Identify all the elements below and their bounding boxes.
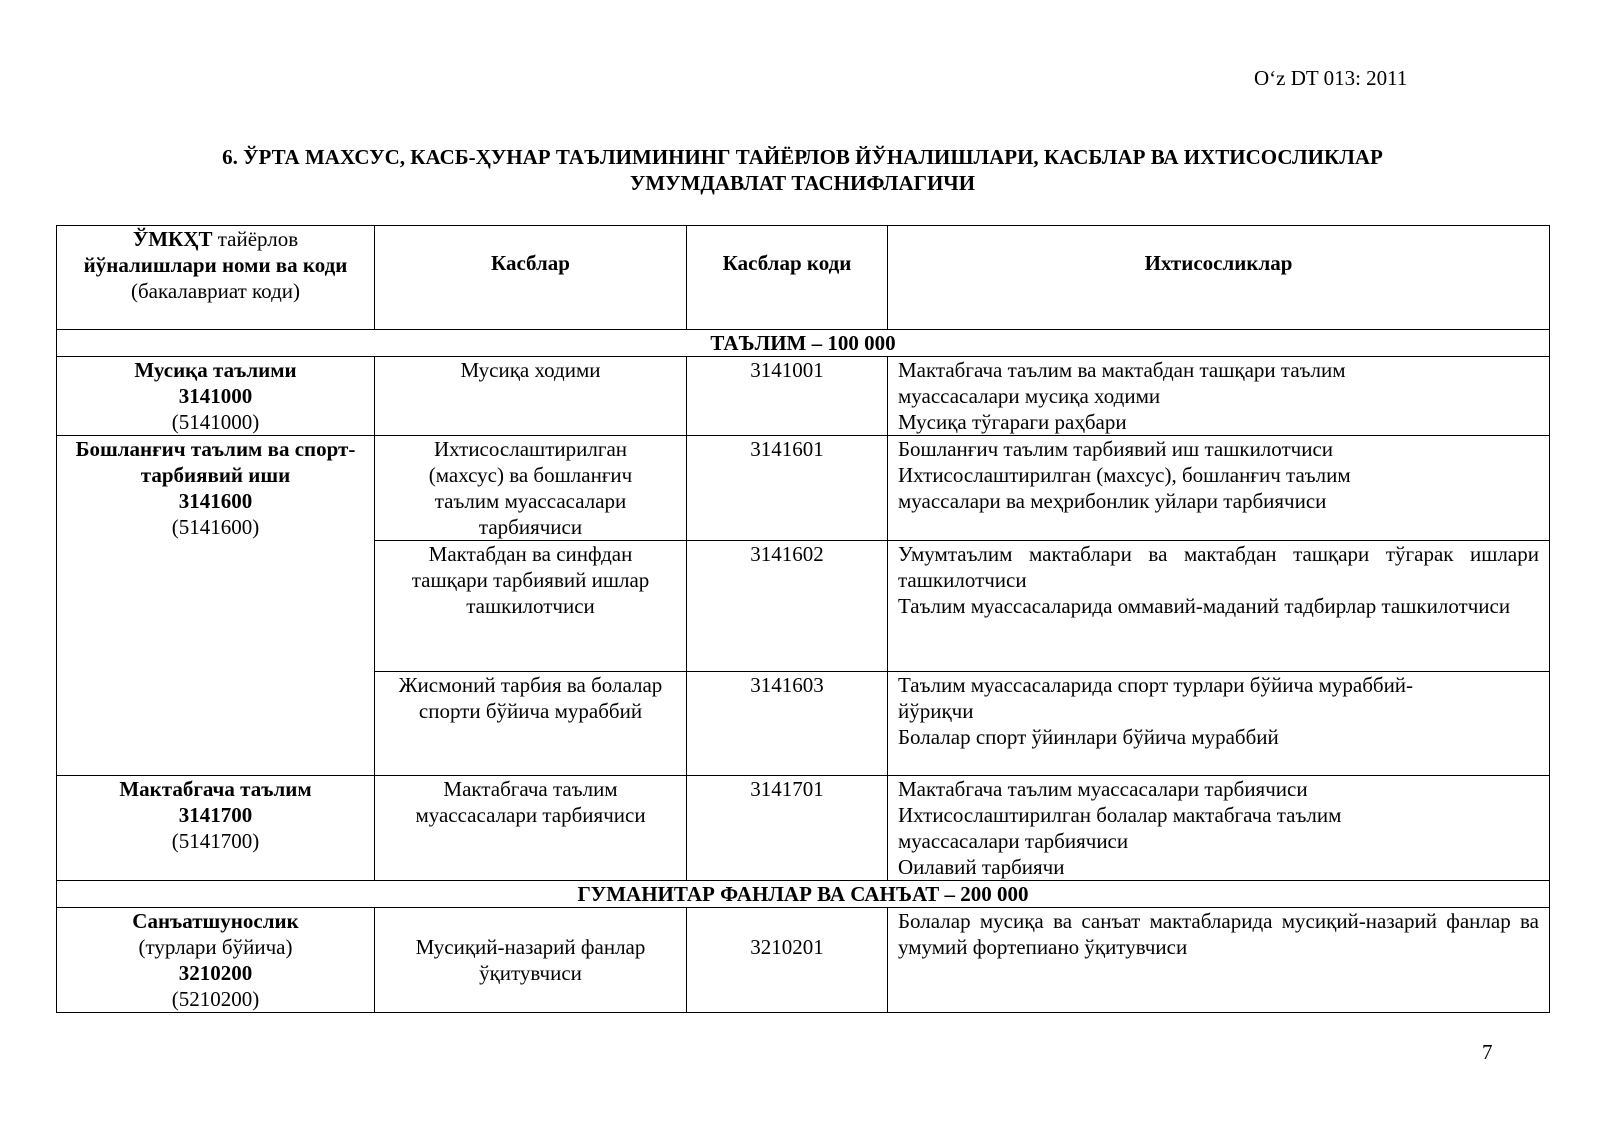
- table-row: [57, 357, 1550, 436]
- profession-code-cell: 3141001: [687, 357, 888, 436]
- profession-code-cell: 3210201: [687, 908, 888, 1013]
- profession-code-cell: 3141603: [687, 672, 888, 776]
- specialties-cell: Бошланғич таълим тарбиявий иш ташкилотчиси Ихтисослаштирилган (махсус), бошланғич таълим муассалари ва меҳрибонлик уйлари тарбиячиси: [888, 436, 1550, 541]
- page-number: 7: [1482, 1040, 1493, 1064]
- profession-code-cell: 3141602: [687, 541, 888, 672]
- title-line-2: УМУМДАВЛАТ ТАСНИФЛАГИЧИ: [629, 171, 976, 195]
- direction-cell: Санъатшунослик (турлари бўйича) 3210200 (5210200): [57, 908, 375, 1013]
- direction-cell: Мактабгача таълим 3141700 (5141700): [57, 776, 375, 881]
- profession-code-cell: 3141701: [687, 776, 888, 881]
- table-row: [57, 776, 1550, 881]
- specialties-cell: Мактабгача таълим ва мактабдан ташқари таълим муассасалари мусиқа ходими Мусиқа тўгараги раҳбари: [888, 357, 1550, 436]
- profession-cell: Мусиқий-назарий фанлар ўқитувчиси: [375, 908, 687, 1013]
- profession-cell: Ихтисослаштирилган (махсус) ва бошланғич таълим муассасалари тарбиячиси: [375, 436, 687, 541]
- specialties-cell: Таълим муассасаларида спорт турлари бўйича мураббий- йўриқчи Болалар спорт ўйинлари бўйича мураббий: [888, 672, 1550, 776]
- page-title: [56, 144, 1549, 196]
- section-title: ТАЪЛИМ – 100 000: [57, 330, 1550, 357]
- profession-cell: Мусиқа ходими: [375, 357, 687, 436]
- profession-cell: Мактабдан ва синфдан ташқари тарбиявий ишлар ташкилотчиси: [375, 541, 687, 672]
- header-specialties: Ихтисосликлар: [888, 226, 1550, 330]
- standard-code: O‘z DT 013: 2011: [1254, 66, 1408, 90]
- specialties-cell: Мактабгача таълим муассасалари тарбиячиси Ихтисослаштирилган болалар мактабгача таълим муассасалари тарбиячиси Оилавий тарбиячи: [888, 776, 1550, 881]
- section-row: [57, 881, 1550, 908]
- title-line-1: 6. ЎРТА МАХСУС, КАСБ-ҲУНАР ТАЪЛИМИНИНГ ТАЙЁРЛОВ ЙЎНАЛИШЛАРИ, КАСБЛАР ВА ИХТИСОСЛИКЛАР: [222, 145, 1383, 169]
- table-header-row: [57, 226, 1550, 330]
- profession-cell: Мактабгача таълим муассасалари тарбиячиси: [375, 776, 687, 881]
- section-row: [57, 330, 1550, 357]
- profession-cell: Жисмоний тарбия ва болалар спорти бўйича мураббий: [375, 672, 687, 776]
- classifier-table: [56, 225, 1550, 1013]
- direction-cell: Мусиқа таълими 3141000 (5141000): [57, 357, 375, 436]
- header-direction-name: ЎМКҲТ тайёрлов йўналишлари номи ва коди (бакалавриат коди): [57, 226, 375, 330]
- header-professions: Касблар: [375, 226, 687, 330]
- specialties-cell: Болалар мусиқа ва санъат мактабларида мусиқий-назарий фанлар ва умумий фортепиано ўқитувчиси: [888, 908, 1550, 1013]
- table-row: [57, 436, 1550, 541]
- table-row: [57, 908, 1550, 1013]
- profession-code-cell: 3141601: [687, 436, 888, 541]
- header-profession-code: Касблар коди: [687, 226, 888, 330]
- section-title: ГУМАНИТАР ФАНЛАР ВА САНЪАТ – 200 000: [57, 881, 1550, 908]
- specialties-cell: Умумтаълим мактаблари ва мактабдан ташқари тўгарак ишлари ташкилотчиси Таълим муассасаларида оммавий-маданий тадбирлар ташкилотчиси: [888, 541, 1550, 672]
- direction-cell: Бошланғич таълим ва спорт- тарбиявий иши 3141600 (5141600): [57, 436, 375, 776]
